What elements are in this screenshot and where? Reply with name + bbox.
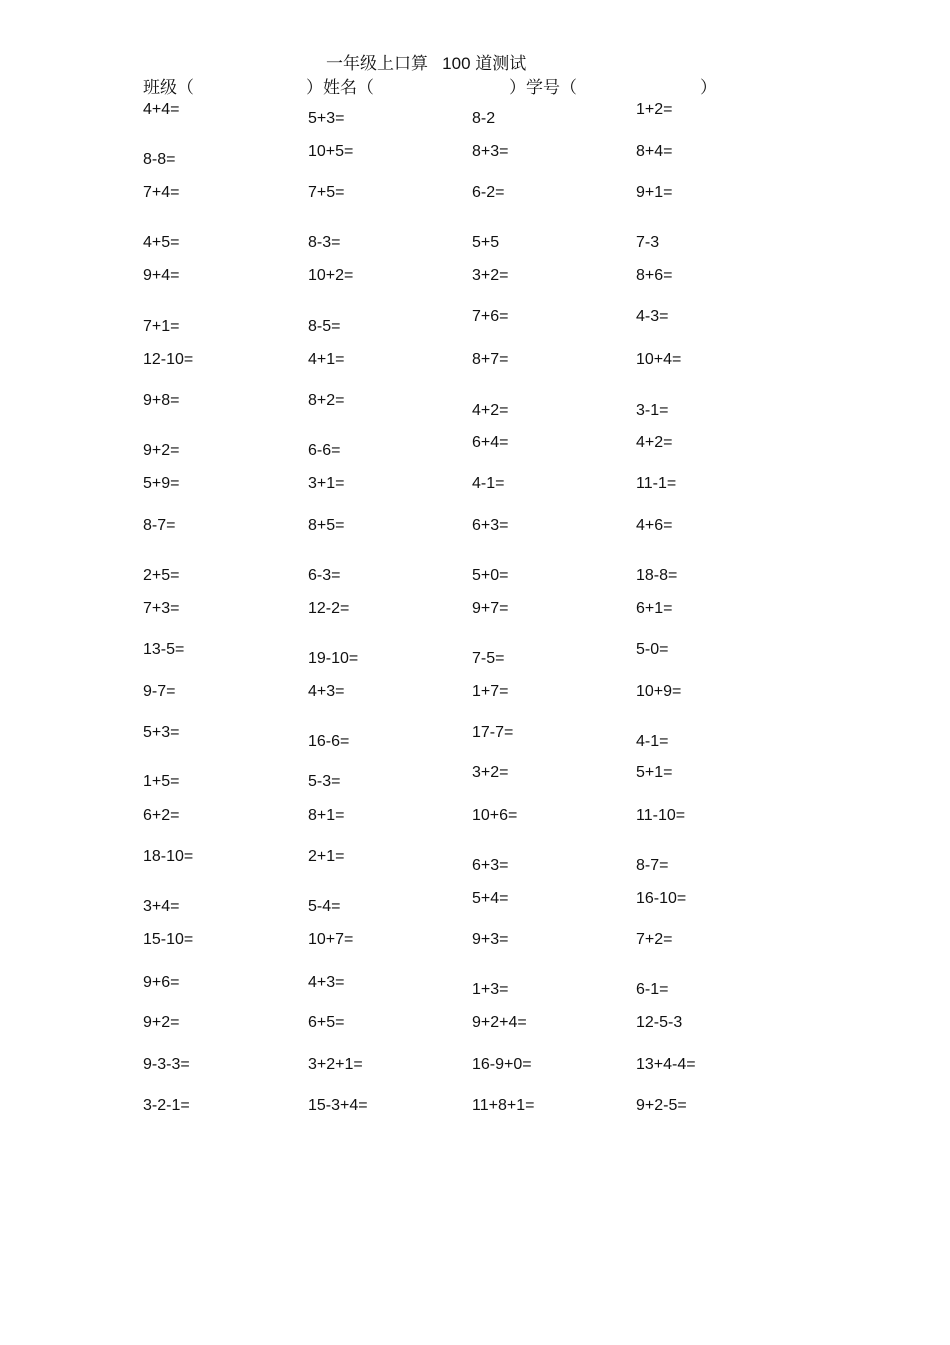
problem-r16-c1: 5+3= bbox=[143, 724, 180, 741]
problem-r4-c4: 7-3 bbox=[636, 234, 660, 251]
name-label: ）姓名（ bbox=[306, 78, 374, 97]
problem-r2-c4: 8+4= bbox=[636, 143, 673, 160]
problem-r18-c2: 8+1= bbox=[308, 807, 345, 824]
problem-r7-c4: 10+4= bbox=[636, 351, 682, 368]
problem-r1-c1: 4+4= bbox=[143, 101, 180, 118]
problem-r8-c1: 9+8= bbox=[143, 392, 180, 409]
problem-r24-c2: 3+2+1= bbox=[308, 1056, 363, 1073]
problem-r9-c4: 4+2= bbox=[636, 434, 673, 451]
problem-r13-c2: 12-2= bbox=[308, 600, 350, 617]
problem-r19-c3: 6+3= bbox=[472, 857, 509, 874]
problem-r18-c3: 10+6= bbox=[472, 807, 518, 824]
problem-r5-c4: 8+6= bbox=[636, 267, 673, 284]
problem-r20-c1: 3+4= bbox=[143, 898, 180, 915]
problem-r2-c3: 8+3= bbox=[472, 143, 509, 160]
problem-r17-c1: 1+5= bbox=[143, 773, 180, 790]
problem-r13-c3: 9+7= bbox=[472, 600, 509, 617]
worksheet-title: 一年级上口算 100 道测试 bbox=[326, 54, 527, 73]
problem-r9-c1: 9+2= bbox=[143, 442, 180, 459]
problem-r19-c2: 2+1= bbox=[308, 848, 345, 865]
problem-r4-c2: 8-3= bbox=[308, 234, 341, 251]
problem-r15-c2: 4+3= bbox=[308, 683, 345, 700]
problem-r9-c3: 6+4= bbox=[472, 434, 509, 451]
problem-r14-c1: 13-5= bbox=[143, 641, 185, 658]
problem-r21-c3: 9+3= bbox=[472, 931, 509, 948]
problem-r7-c2: 4+1= bbox=[308, 351, 345, 368]
problem-r18-c4: 11-10= bbox=[636, 807, 686, 824]
problem-r24-c3: 16-9+0= bbox=[472, 1056, 532, 1073]
problem-r9-c2: 6-6= bbox=[308, 442, 341, 459]
problem-r10-c1: 5+9= bbox=[143, 475, 180, 492]
problem-r25-c3: 11+8+1= bbox=[472, 1097, 535, 1114]
problem-r16-c2: 16-6= bbox=[308, 733, 350, 750]
problem-r15-c1: 9-7= bbox=[143, 683, 176, 700]
problem-r6-c3: 7+6= bbox=[472, 308, 509, 325]
problem-r22-c2: 4+3= bbox=[308, 974, 345, 991]
problem-r2-c1: 8-8= bbox=[143, 151, 176, 168]
problem-r6-c1: 7+1= bbox=[143, 318, 180, 335]
problem-r8-c3: 4+2= bbox=[472, 402, 509, 419]
problem-r11-c3: 6+3= bbox=[472, 517, 509, 534]
problem-r3-c2: 7+5= bbox=[308, 184, 345, 201]
problem-r17-c4: 5+1= bbox=[636, 764, 673, 781]
problem-r23-c3: 9+2+4= bbox=[472, 1014, 527, 1031]
problem-r22-c4: 6-1= bbox=[636, 981, 669, 998]
problem-r14-c2: 19-10= bbox=[308, 650, 359, 667]
problem-r3-c1: 7+4= bbox=[143, 184, 180, 201]
problem-r23-c2: 6+5= bbox=[308, 1014, 345, 1031]
problem-r20-c3: 5+4= bbox=[472, 890, 509, 907]
problem-r11-c2: 8+5= bbox=[308, 517, 345, 534]
problem-r25-c2: 15-3+4= bbox=[308, 1097, 368, 1114]
problem-r11-c4: 4+6= bbox=[636, 517, 673, 534]
problem-r25-c1: 3-2-1= bbox=[143, 1097, 190, 1114]
problem-r12-c3: 5+0= bbox=[472, 567, 509, 584]
problem-r6-c4: 4-3= bbox=[636, 308, 669, 325]
header-close-paren: ） bbox=[700, 78, 717, 97]
problem-r19-c1: 18-10= bbox=[143, 848, 194, 865]
problem-r10-c3: 4-1= bbox=[472, 475, 505, 492]
class-label: 班级（ bbox=[143, 78, 194, 97]
problem-r20-c2: 5-4= bbox=[308, 898, 341, 915]
problem-r5-c2: 10+2= bbox=[308, 267, 354, 284]
problem-r21-c2: 10+7= bbox=[308, 931, 354, 948]
problem-r15-c3: 1+7= bbox=[472, 683, 509, 700]
problem-r3-c4: 9+1= bbox=[636, 184, 673, 201]
problem-r7-c3: 8+7= bbox=[472, 351, 509, 368]
problem-r5-c1: 9+4= bbox=[143, 267, 180, 284]
problem-r17-c2: 5-3= bbox=[308, 773, 341, 790]
problem-r6-c2: 8-5= bbox=[308, 318, 341, 335]
problem-r24-c1: 9-3-3= bbox=[143, 1056, 190, 1073]
problem-r4-c1: 4+5= bbox=[143, 234, 180, 251]
problem-r21-c4: 7+2= bbox=[636, 931, 673, 948]
problem-r20-c4: 16-10= bbox=[636, 890, 687, 907]
problem-r23-c4: 12-5-3 bbox=[636, 1014, 683, 1031]
problem-r1-c4: 1+2= bbox=[636, 101, 673, 118]
problem-r11-c1: 8-7= bbox=[143, 517, 176, 534]
problem-r8-c4: 3-1= bbox=[636, 402, 669, 419]
problem-r7-c1: 12-10= bbox=[143, 351, 194, 368]
problem-r19-c4: 8-7= bbox=[636, 857, 669, 874]
problem-r4-c3: 5+5 bbox=[472, 234, 500, 251]
problem-r10-c4: 11-1= bbox=[636, 475, 677, 492]
problem-r12-c2: 6-3= bbox=[308, 567, 341, 584]
problem-r2-c2: 10+5= bbox=[308, 143, 354, 160]
problem-r5-c3: 3+2= bbox=[472, 267, 509, 284]
problem-r22-c3: 1+3= bbox=[472, 981, 509, 998]
problem-r3-c3: 6-2= bbox=[472, 184, 505, 201]
problem-r24-c4: 13+4-4= bbox=[636, 1056, 696, 1073]
problem-r17-c3: 3+2= bbox=[472, 764, 509, 781]
problem-r1-c2: 5+3= bbox=[308, 110, 345, 127]
problem-r8-c2: 8+2= bbox=[308, 392, 345, 409]
problem-r18-c1: 6+2= bbox=[143, 807, 180, 824]
problem-r1-c3: 8-2 bbox=[472, 110, 496, 127]
problem-r15-c4: 10+9= bbox=[636, 683, 682, 700]
problem-r12-c1: 2+5= bbox=[143, 567, 180, 584]
problem-r16-c4: 4-1= bbox=[636, 733, 669, 750]
problem-r22-c1: 9+6= bbox=[143, 974, 180, 991]
problem-r16-c3: 17-7= bbox=[472, 724, 514, 741]
problem-r23-c1: 9+2= bbox=[143, 1014, 180, 1031]
problem-r14-c4: 5-0= bbox=[636, 641, 669, 658]
student-number-label: ）学号（ bbox=[509, 78, 577, 97]
problem-r25-c4: 9+2-5= bbox=[636, 1097, 687, 1114]
problem-r13-c4: 6+1= bbox=[636, 600, 673, 617]
problem-r12-c4: 18-8= bbox=[636, 567, 678, 584]
problem-r21-c1: 15-10= bbox=[143, 931, 194, 948]
problem-r10-c2: 3+1= bbox=[308, 475, 345, 492]
problem-r13-c1: 7+3= bbox=[143, 600, 180, 617]
problem-r14-c3: 7-5= bbox=[472, 650, 505, 667]
